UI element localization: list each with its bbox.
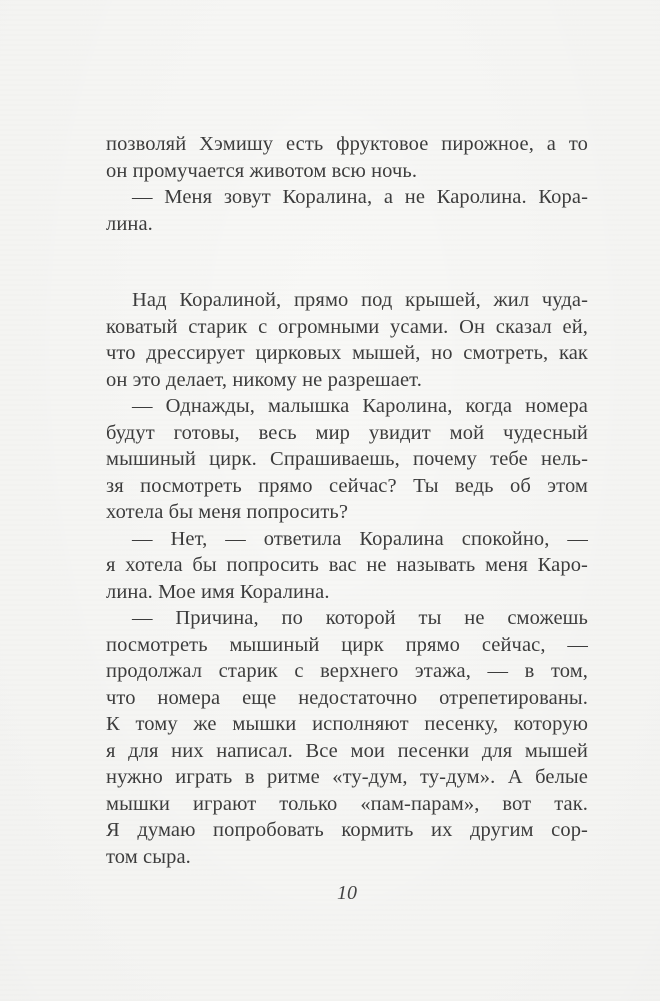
paragraph-narrative	[106, 287, 588, 393]
text-line: — Однажды, малышка Каролина, когда номера	[132, 395, 588, 417]
text-line: я для них написал. Все мои песенки для мышей	[106, 739, 588, 762]
text-line: посмотреть мышиный цирк прямо сейчас, —	[106, 633, 588, 656]
text-line: будут готовы, весь мир увидит мой чудесный	[106, 421, 588, 444]
text-line: — Меня зовут Коралина, а не Каролина. Кора-	[132, 186, 588, 208]
paragraph-dialogue	[106, 393, 588, 526]
text-line: — Причина, по которой ты не сможешь	[132, 607, 588, 629]
text-line: том сыра.	[106, 845, 191, 868]
paragraph-continuation	[106, 131, 588, 184]
section-break	[106, 237, 588, 287]
paragraph-dialogue	[106, 605, 588, 870]
text-line: что дрессирует цирковых мышей, но смотреть, как	[106, 342, 588, 364]
text-line: хотела бы меня попросить?	[106, 501, 349, 523]
text-line: лина.	[106, 212, 153, 235]
text-line: нужно играть в ритме «ту-дум, ту-дум». А белые	[106, 766, 588, 788]
paragraph-dialogue	[106, 184, 588, 237]
text-line: коватый старик с огромными усами. Он сказал ей,	[106, 315, 588, 338]
text-line: я хотела бы попросить вас не называть меня Каро-	[106, 554, 588, 576]
text-line: зя посмотреть прямо сейчас? Ты ведь об этом	[106, 474, 588, 497]
text-line: что номера еще недостаточно отрепетированы.	[106, 686, 588, 709]
text-line: мышки играют только «пам-парам», вот так.	[106, 792, 588, 815]
text-line: К тому же мышки исполняют песенку, которую	[106, 713, 588, 735]
text-line: позволяй Хэмишу есть фруктовое пирожное, а то	[106, 133, 588, 155]
text-line: Я думаю попробовать кормить их другим сор-	[106, 819, 588, 841]
text-line: лина. Мое имя Коралина.	[106, 580, 330, 603]
text-line: мышиный цирк. Спрашиваешь, почему тебе нель-	[106, 448, 588, 470]
text-line: он промучается животом всю ночь.	[106, 159, 418, 182]
text-line: продолжал старик с верхнего этажа, — в том,	[106, 660, 588, 682]
paragraph-dialogue	[106, 526, 588, 606]
text-line: он это делает, никому не разрешает.	[106, 368, 422, 391]
text-block	[106, 131, 588, 905]
text-line: — Нет, — ответила Коралина спокойно, —	[132, 527, 588, 550]
page-number: 10	[337, 882, 357, 904]
text-line: Над Коралиной, прямо под крышей, жил чуда-	[132, 289, 588, 311]
